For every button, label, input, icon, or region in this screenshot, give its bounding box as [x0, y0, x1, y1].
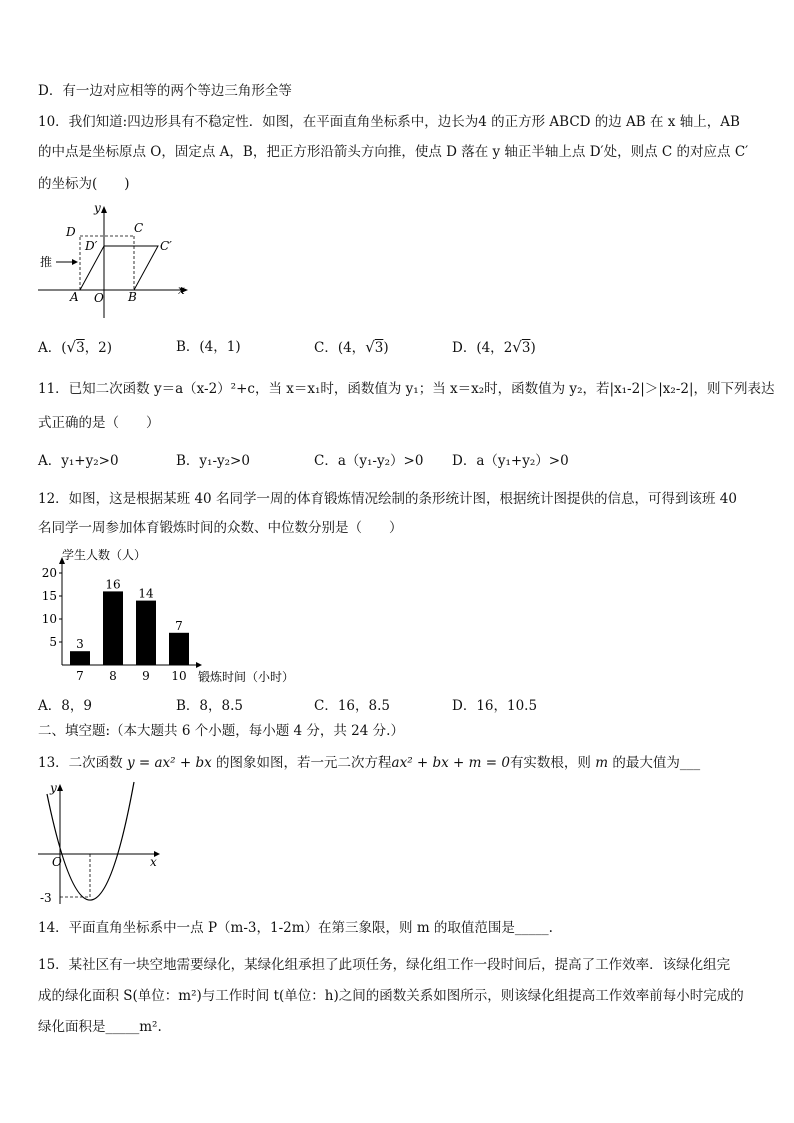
q12-option-b: B．8，8.5: [176, 698, 243, 714]
q10-label-d: D: [66, 225, 76, 239]
q12-bar-chart: [36, 545, 306, 690]
x-tick-label-8: 8: [109, 669, 117, 683]
x-tick-label-10: 10: [171, 669, 187, 683]
q13-equation: ax² + bx + m = 0: [391, 755, 510, 771]
q11-line2: 式正确的是（ ）: [38, 415, 160, 431]
q13-y-label: y: [50, 781, 57, 795]
q13-figure: [36, 780, 166, 910]
y-tick-label-2: 15: [41, 589, 57, 603]
q12-line2: 名同学一周参加体育锻炼时间的众数、中位数分别是（ ）: [38, 520, 403, 536]
chart-y-label: 学生人数（人）: [62, 548, 147, 562]
y-tick-label-1: 10: [41, 612, 57, 626]
q13-function: y = ax² + bx: [126, 755, 212, 771]
q15-line2: 成的绿化面积 S(单位：m²)与工作时间 t(单位：h)之间的函数关系如图所示，则该绿化组提高工作效率前每小时完成的: [38, 988, 744, 1004]
q15-line3: 绿化面积是_____m².: [38, 1019, 162, 1035]
bar-7: [70, 651, 90, 665]
q10-line2: 的中点是坐标原点 O，固定点 A，B，把正方形沿箭头方向推，使点 D 落在 y 轴正半轴上点 D′处，则点 C 的对应点 C′: [38, 144, 749, 160]
bar-value-label-10: 7: [175, 618, 183, 633]
x-tick-label-7: 7: [76, 669, 84, 683]
bar-10: [169, 633, 189, 665]
q10-y-label: y: [94, 201, 101, 215]
section2-heading: 二、填空题:（本大题共 6 个小题，每小题 4 分，共 24 分.）: [38, 723, 404, 739]
q10-label-a: A: [70, 290, 79, 304]
q12-option-d: D．16，10.5: [452, 698, 538, 714]
q14-line1: 14．平面直角坐标系中一点 P（m-3，1-2m）在第三象限，则 m 的取值范围是_____.: [38, 920, 553, 936]
q12-option-c: C．16，8.5: [314, 698, 390, 714]
q10-option-d: D．(4，2√3): [452, 338, 536, 356]
bar-value-label-8: 16: [105, 577, 121, 592]
q11-option-c: C．a（y₁-y₂）>0: [314, 453, 424, 469]
q11-option-a: A．y₁+y₂>0: [38, 453, 119, 469]
q13-minus3-label: -3: [40, 891, 52, 905]
bar-value-label-7: 3: [76, 637, 84, 652]
q10-figure: [36, 200, 196, 320]
q10-label-b: B: [128, 290, 137, 304]
chart-x-label: 锻炼时间（小时）: [198, 670, 295, 684]
q10-label-dprime: D′: [85, 239, 98, 253]
q10-x-label: x: [178, 283, 185, 297]
q10-label-o: O: [94, 291, 104, 305]
bar-value-label-9: 14: [138, 586, 154, 601]
q13-line1: 13．二次函数 y = ax² + bx 的图象如图，若一元二次方程ax² + bx + m = 0有实数根，则 m 的最大值为___: [38, 755, 701, 771]
q10-line3: 的坐标为( ): [38, 176, 130, 192]
q10-line1: 10．我们知道:四边形具有不稳定性．如图，在平面直角坐标系中，边长为4 的正方形 ABCD 的边 AB 在 x 轴上，AB: [38, 114, 740, 130]
q10-option-c: C．(4，√3): [314, 338, 389, 356]
q12-option-a: A．8，9: [38, 698, 92, 714]
q11-option-b: B．y₁-y₂>0: [176, 453, 250, 469]
chart-x-arrow: [196, 662, 202, 668]
q12-line1: 12．如图，这是根据某班 40 名同学一周的体育锻炼情况绘制的条形统计图，根据统计图提供的信息，可得到该班 40: [38, 491, 737, 507]
x-tick-label-9: 9: [142, 669, 150, 683]
q10-label-c: C: [134, 221, 144, 235]
q13-origin-label: O: [52, 855, 62, 869]
y-tick-label-0: 5: [49, 635, 57, 649]
q10-option-b: B．(4，1): [176, 339, 241, 355]
bar-8: [103, 591, 123, 665]
q11-option-d: D．a（y₁+y₂）>0: [452, 453, 569, 469]
y-tick-label-3: 20: [41, 566, 57, 580]
bar-9: [136, 601, 156, 665]
q9-option-d: D．有一边对应相等的两个等边三角形全等: [38, 83, 292, 99]
q10-push-label: 推: [40, 255, 53, 269]
q11-line1: 11．已知二次函数 y＝a（x-2）²+c，当 x＝x₁时，函数值为 y₁；当 x＝x₂时，函数值为 y₂，若|x₁-2|＞|x₂-2|，则下列表达: [38, 381, 775, 397]
q13-x-label: x: [150, 855, 157, 869]
q10-label-cprime: C′: [160, 239, 172, 253]
q15-line1: 15．某社区有一块空地需要绿化，某绿化组承担了此项任务，绿化组工作一段时间后，提高了工作效率．该绿化组完: [38, 957, 731, 973]
q10-option-a: A．(√3，2): [38, 338, 113, 356]
